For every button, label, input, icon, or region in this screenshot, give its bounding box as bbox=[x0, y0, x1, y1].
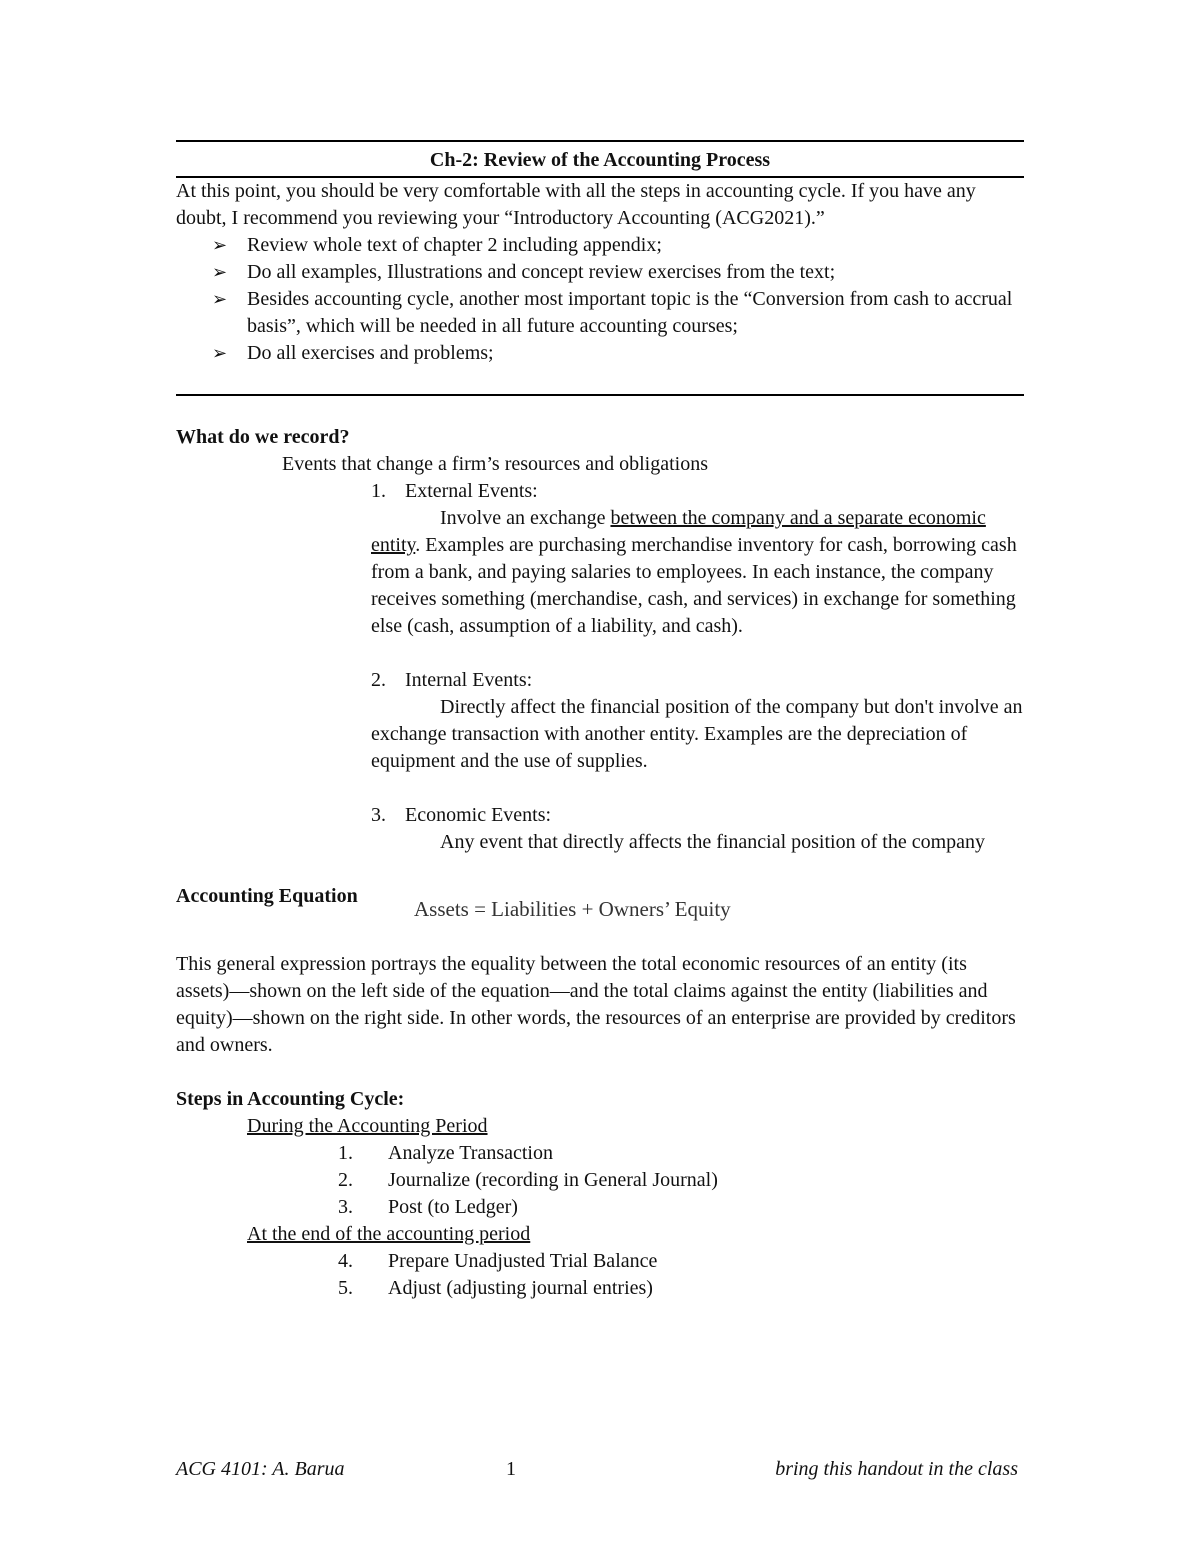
record-heading: What do we record? bbox=[176, 426, 350, 448]
steps-end-label: At the end of the accounting period bbox=[247, 1223, 531, 1245]
event-list bbox=[371, 478, 1024, 856]
list-item: 1. Analyze Transaction bbox=[338, 1142, 553, 1164]
arrow-bullet-icon: ➢ bbox=[212, 262, 228, 282]
event-title-economic: 3. Economic Events: bbox=[371, 804, 552, 826]
steps-heading: Steps in Accounting Cycle: bbox=[176, 1088, 405, 1110]
equation-explanation: This general expression portrays the equality between the total economic resources of an entity (its assets)—shown on the left side of the equation—and the total claims against the entity (liabilities and equity)—shown on the right side. In other words, the resources of an enterprise are provided by creditors and owners. bbox=[176, 953, 1016, 1056]
review-bullet-list bbox=[176, 232, 1024, 367]
intro-paragraph: At this point, you should be very comfortable with all the steps in accounting cycle. If you have any doubt, I recommend you reviewing your “Introductory Accounting (ACG2021).” bbox=[176, 180, 976, 229]
event-body-economic: Any event that directly affects the financial position of the company bbox=[440, 831, 986, 853]
list-item: ➢ Review whole text of chapter 2 including appendix; bbox=[176, 232, 1024, 259]
arrow-bullet-icon: ➢ bbox=[212, 289, 228, 309]
list-item: 2. Journalize (recording in General Journal) bbox=[338, 1169, 718, 1191]
list-item: 5. Adjust (adjusting journal entries) bbox=[338, 1277, 653, 1299]
event-title-internal: 2. Internal Events: bbox=[371, 669, 533, 691]
footer-note: bring this handout in the class bbox=[775, 1458, 1018, 1480]
page-footer bbox=[176, 1458, 1024, 1486]
arrow-bullet-icon: ➢ bbox=[212, 343, 228, 363]
steps-end-list bbox=[176, 1248, 1024, 1302]
footer-page-number: 1 bbox=[506, 1458, 516, 1480]
list-item: 3. Post (to Ledger) bbox=[338, 1196, 518, 1218]
list-item: ➢ Do all examples, Illustrations and concept review exercises from the text; bbox=[176, 259, 1024, 286]
arrow-bullet-icon: ➢ bbox=[212, 235, 228, 255]
steps-during-list bbox=[176, 1140, 1024, 1221]
list-item: ➢ Do all exercises and problems; bbox=[176, 340, 1024, 367]
list-item: 4. Prepare Unadjusted Trial Balance bbox=[338, 1250, 658, 1272]
equation-row bbox=[176, 883, 1024, 937]
page-title: Ch-2: Review of the Accounting Process bbox=[429, 149, 771, 171]
event-title-external: 1. External Events: bbox=[371, 480, 538, 502]
footer-course: ACG 4101: A. Barua bbox=[176, 1458, 345, 1480]
equation-formula: Assets = Liabilities + Owners’ Equity bbox=[414, 897, 731, 921]
steps-during-label: During the Accounting Period bbox=[247, 1115, 488, 1137]
record-subheading: Events that change a firm’s resources and obligations bbox=[282, 453, 708, 475]
event-body-internal: Directly affect the financial position of the company but don't involve an exchange transaction with another entity. Examples are the depreciation of equipment and the use of supplies. bbox=[371, 696, 1023, 772]
list-item: ➢ Besides accounting cycle, another most important topic is the “Conversion from cash to accrual basis”, which will be needed in all future accounting courses; bbox=[212, 288, 1013, 337]
document-page bbox=[176, 140, 1024, 1302]
equation-heading: Accounting Equation bbox=[176, 885, 358, 907]
event-body-external: Involve an exchange between the company and a separate economic entity. Examples are purchasing merchandise inventory for cash, borrowing cash from a bank, and paying salaries to employees. In each instance, the company receives something (merchandise, cash, and services) in exchange for something else (cash, assumption of a liability, and cash). bbox=[371, 507, 1017, 637]
